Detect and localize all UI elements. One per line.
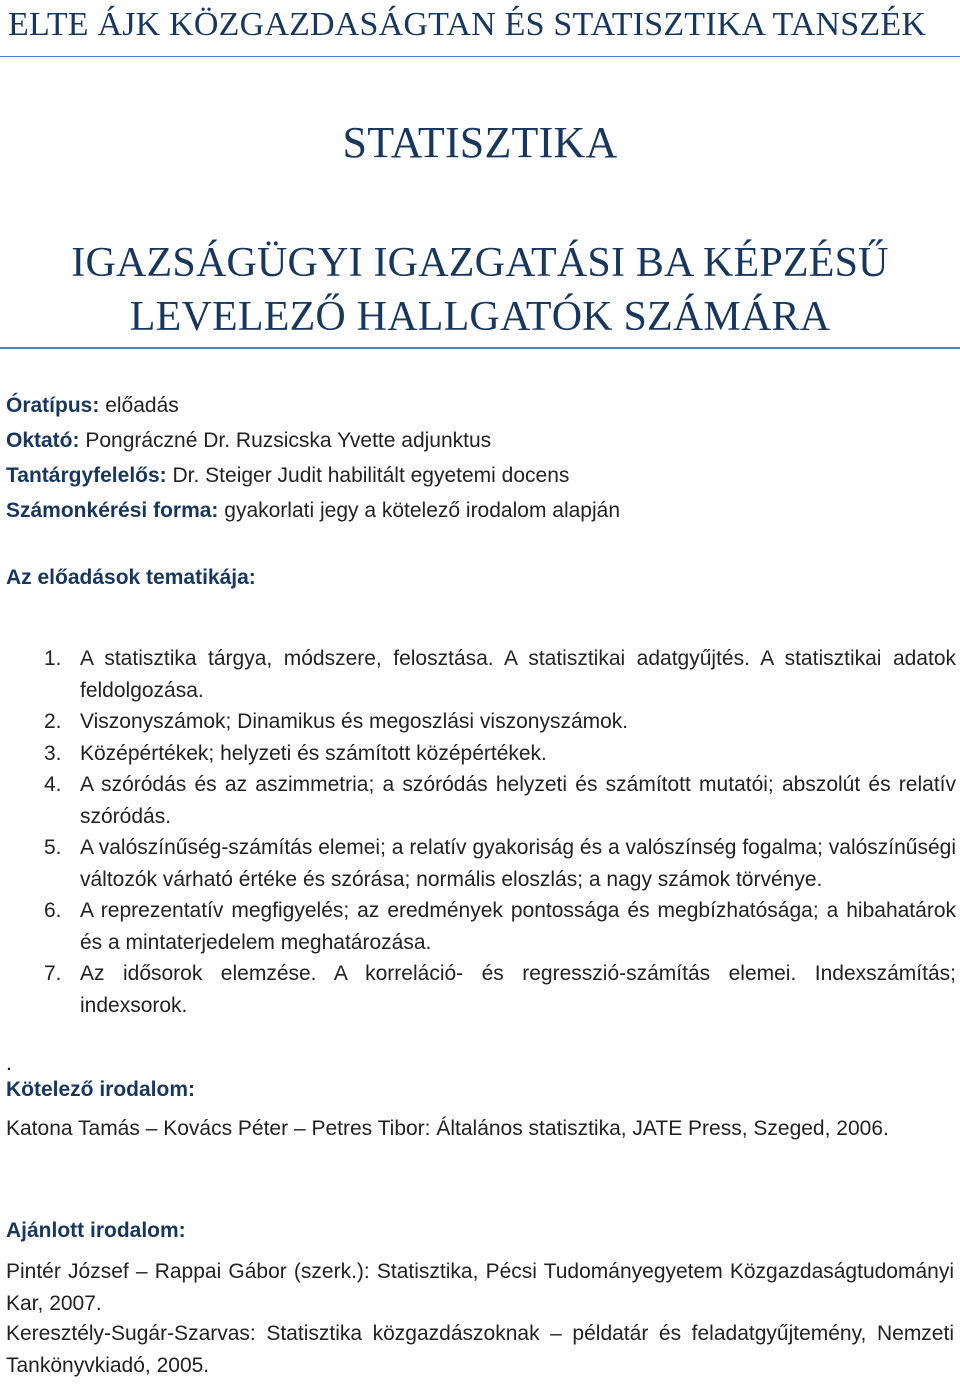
stray-dot: . (6, 1052, 12, 1075)
meta-value: gyakorlati jegy a kötelező irodalom alapján (224, 499, 620, 522)
item-number: 3. (44, 741, 62, 765)
item-number: 1. (44, 647, 62, 670)
list-item (44, 706, 956, 738)
meta-row-type (6, 388, 620, 423)
title-divider (0, 347, 960, 349)
item-text: Viszonyszámok; Dinamikus és megoszlási viszonyszámok. (80, 710, 629, 733)
item-text: Középértékek; helyzeti és számított középértékek. (80, 741, 547, 765)
meta-label: Számonkérési forma: (6, 499, 219, 522)
topics-heading: Az előadások tematikája: (6, 566, 256, 589)
item-number: 6. (44, 899, 62, 922)
item-number: 5. (44, 836, 62, 859)
course-meta (6, 388, 620, 528)
meta-label: Oktató: (6, 429, 80, 452)
item-text: A szóródás és az aszimmetria; a szóródás helyzeti és számított mutatói; abszolút és relatív szóródás. (80, 773, 956, 828)
list-item (44, 832, 956, 895)
item-number: 4. (44, 773, 62, 796)
subject-title: STATISZTIKA (342, 118, 618, 167)
item-number: 2. (44, 710, 62, 733)
audience-line-1: IGAZSÁGÜGYI IGAZGATÁSI BA KÉPZÉSŰ (71, 240, 889, 286)
audience-title (0, 236, 960, 344)
required-reading-heading: Kötelező irodalom: (6, 1078, 196, 1101)
recommended-reading-heading: Ajánlott irodalom: (6, 1219, 186, 1242)
audience-line-2: LEVELEZŐ HALLGATÓK SZÁMÁRA (129, 294, 831, 340)
item-text: Az idősorok elemzése. A korreláció- és regresszió-számítás elemei. Indexszámítás; indexsorok. (80, 962, 956, 1017)
required-reference: Katona Tamás – Kovács Péter – Petres Tibor: Általános statisztika, JATE Press, Szeged, 2006. (6, 1117, 889, 1140)
department-title: ELTE ÁJK KÖZGAZDASÁGTAN ÉS STATISZTIKA TANSZÉK (8, 6, 927, 43)
item-text: A reprezentatív megfigyelés; az eredmények pontossága és megbízhatósága; a hibahatárok és a mintaterjedelem meghatározása. (80, 899, 956, 954)
list-item (44, 895, 956, 958)
topics-list (44, 643, 956, 1021)
list-item (44, 958, 956, 1021)
recommended-reference: Keresztély-Sugár-Szarvas: Statisztika közgazdászoknak – példatár és feladatgyűjtemény, Nemzeti Tankönyvkiadó, 2005. (6, 1322, 954, 1377)
meta-row-lecturer (6, 423, 620, 458)
meta-label: Tantárgyfelelős: (6, 464, 167, 487)
item-text: A valószínűség-számítás elemei; a relatív gyakoriság és a valószínség fogalma; valószínűségi változók várható értéke és szórása; normális eloszlás; a nagy számok törvénye. (80, 836, 956, 891)
meta-row-responsible (6, 458, 620, 493)
meta-row-assessment (6, 493, 620, 528)
list-item (44, 769, 956, 832)
meta-label: Óratípus: (6, 394, 100, 417)
item-text: A statisztika tárgya, módszere, felosztása. A statisztikai adatgyűjtés. A statisztikai adatok feldolgozása. (80, 647, 956, 702)
list-item (44, 643, 956, 706)
header-divider (0, 56, 960, 57)
item-number: 7. (44, 962, 62, 985)
meta-value: Dr. Steiger Judit habilitált egyetemi docens (172, 464, 570, 487)
meta-value: Pongráczné Dr. Ruzsicska Yvette adjunktus (85, 429, 492, 452)
list-item (44, 738, 956, 770)
meta-value: előadás (105, 394, 179, 417)
recommended-reference: Pintér József – Rappai Gábor (szerk.): Statisztika, Pécsi Tudományegyetem Közgazdaságtudományi Kar, 2007. (6, 1260, 954, 1315)
